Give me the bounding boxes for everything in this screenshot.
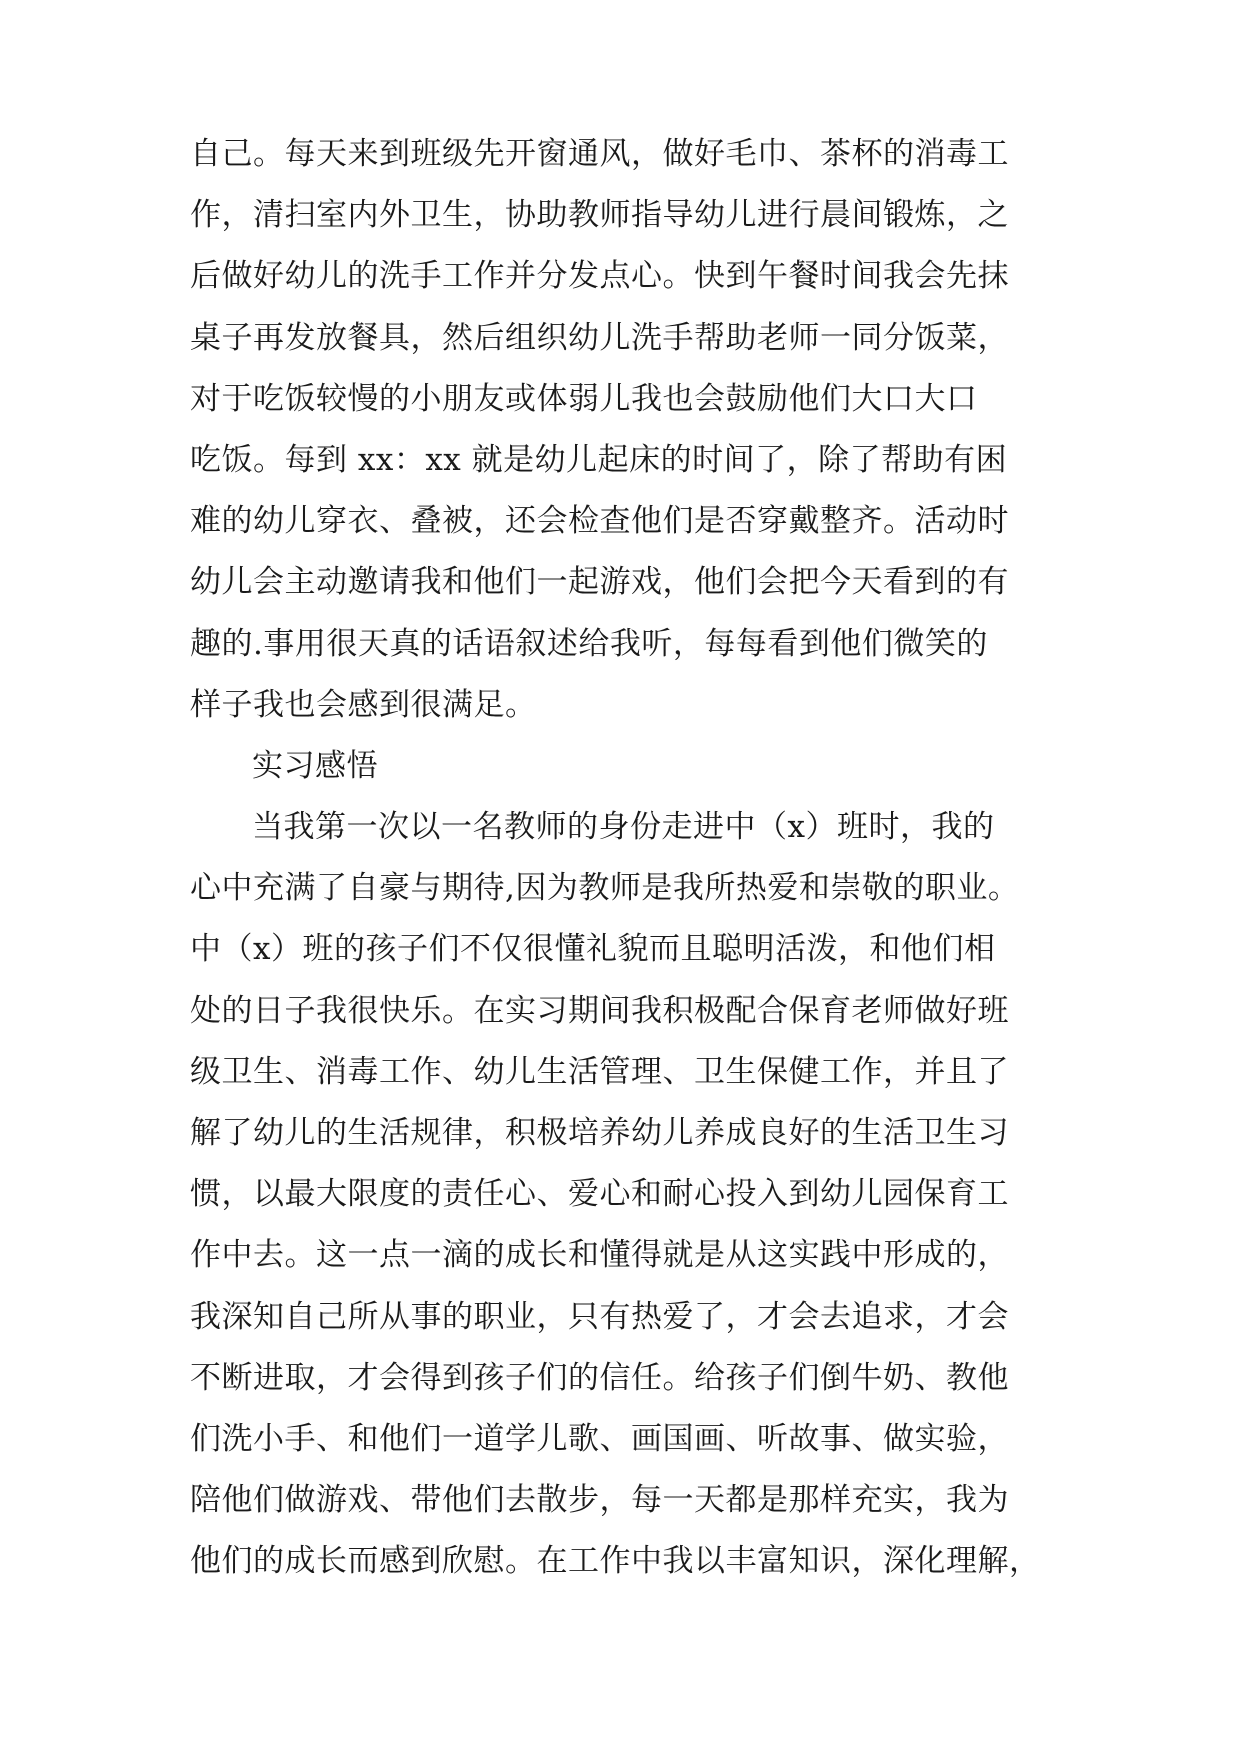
- text-line: 作中去。这一点一滴的成长和懂得就是从这实践中形成的，: [190, 1237, 1009, 1274]
- text-line: 处的日子我很快乐。在实习期间我积极配合保育老师做好班: [190, 992, 1009, 1029]
- text-line: 陪他们做游戏、带他们去散步，每一天都是那样充实，我为: [190, 1482, 1009, 1519]
- text-line: 他们的成长而感到欣慰。在工作中我以丰富知识，深化理解，: [190, 1543, 1041, 1580]
- text-line: 对于吃饭较慢的小朋友或体弱儿我也会鼓励他们大口大口: [190, 380, 978, 417]
- text-line: 趣的.事用很天真的话语叙述给我听，每每看到他们微笑的: [190, 625, 988, 662]
- paragraph-internship-reflection: [190, 797, 1070, 1592]
- text-line: 自己。每天来到班级先开窗通风，做好毛巾、茶杯的消毒工: [190, 136, 1009, 172]
- text-line: 解了幼儿的生活规律，积极培养幼儿养成良好的生活卫生习: [190, 1115, 1009, 1151]
- text-line: 幼儿会主动邀请我和他们一起游戏，他们会把今天看到的有: [190, 564, 1009, 601]
- text-line: 当我第一次以一名教师的身份走进中（x）班时，我的: [252, 809, 995, 846]
- text-line: 吃饭。每到 xx：xx 就是幼儿起床的时间了，除了帮助有困: [190, 441, 1008, 478]
- text-line: 作，清扫室内外卫生，协助教师指导幼儿进行晨间锻炼，之: [190, 197, 1009, 234]
- text-line: 们洗小手、和他们一道学儿歌、画国画、听故事、做实验，: [190, 1420, 1009, 1457]
- section-heading: 实习感悟: [252, 747, 378, 784]
- text-line: 难的幼儿穿衣、叠被，还会检查他们是否穿戴整齐。活动时: [190, 503, 1009, 540]
- text-line: 惯，以最大限度的责任心、爱心和耐心投入到幼儿园保育工: [190, 1176, 1009, 1213]
- text-line: 桌子再发放餐具，然后组织幼儿洗手帮助老师一同分饭菜，: [190, 319, 1009, 356]
- text-line: 不断进取，才会得到孩子们的信任。给孩子们倒牛奶、教他: [190, 1359, 1009, 1396]
- document-body: [190, 124, 1070, 1593]
- text-line: 后做好幼儿的洗手工作并分发点心。快到午餐时间我会先抹: [190, 258, 1009, 295]
- text-line: 心中充满了自豪与期待,因为教师是我所热爱和崇敬的职业。: [190, 870, 1020, 907]
- text-line: 我深知自己所从事的职业，只有热爱了，才会去追求，才会: [190, 1298, 1009, 1335]
- paragraph-daily-work: [190, 124, 1070, 736]
- text-line: 中（x）班的孩子们不仅很懂礼貌而且聪明活泼，和他们相: [190, 931, 996, 968]
- text-line: 样子我也会感到很满足。: [190, 686, 537, 723]
- text-line: 级卫生、消毒工作、幼儿生活管理、卫生保健工作，并且了: [190, 1053, 1009, 1090]
